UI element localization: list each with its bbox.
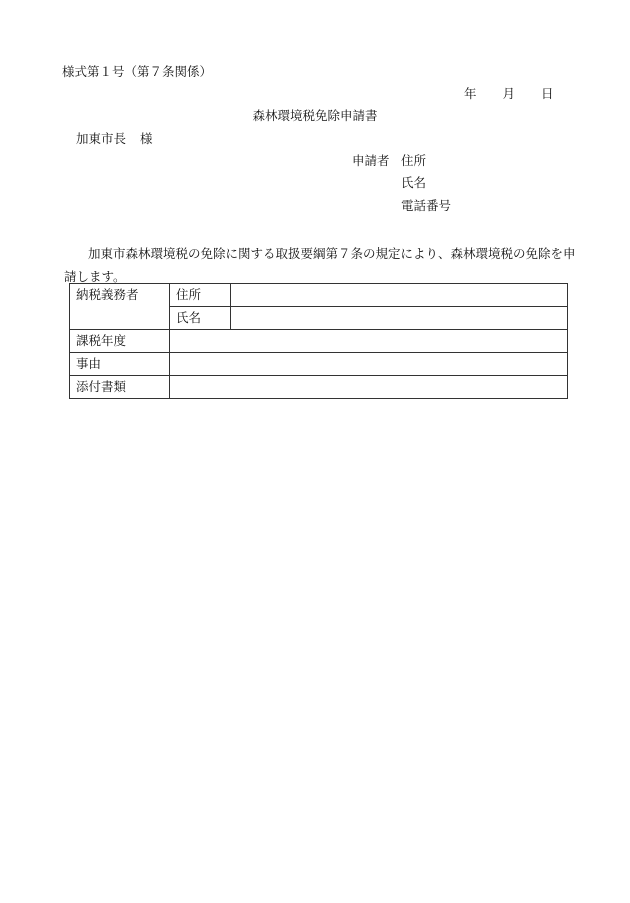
attachments-label: 添付書類 xyxy=(70,376,170,399)
table-row-attachments xyxy=(70,376,568,399)
table-row-tax-year xyxy=(70,330,568,353)
applicant-label: 申請者 xyxy=(352,153,390,168)
addressee-honorific: 様 xyxy=(140,131,153,146)
taxpayer-address-label: 住所 xyxy=(170,284,231,307)
applicant-address-label: 住所 xyxy=(401,153,427,168)
taxpayer-name-field[interactable] xyxy=(231,307,568,330)
applicant-name-label: 氏名 xyxy=(401,175,427,190)
date-line xyxy=(464,88,554,101)
date-year-label: 年 xyxy=(464,86,477,101)
tax-year-label: 課税年度 xyxy=(70,330,170,353)
document-title: 森林環境税免除申請書 xyxy=(252,108,378,123)
date-day-label: 日 xyxy=(541,86,554,101)
reason-field[interactable] xyxy=(170,353,568,376)
date-month-label: 月 xyxy=(502,86,516,101)
table-row-address xyxy=(70,284,568,307)
table-row-reason xyxy=(70,353,568,376)
taxpayer-address-field[interactable] xyxy=(231,284,568,307)
body-text-line2: 請します。 xyxy=(64,269,126,284)
form-number: 様式第１号（第７条関係） xyxy=(62,64,213,79)
taxpayer-label: 納税義務者 xyxy=(70,284,170,330)
addressee-name: 加東市長 xyxy=(76,131,127,146)
applicant-phone-label: 電話番号 xyxy=(401,198,452,213)
attachments-field[interactable] xyxy=(170,376,568,399)
addressee xyxy=(76,133,153,146)
info-table xyxy=(69,283,568,399)
body-text-line1: 加東市森林環境税の免除に関する取扱要綱第７条の規定により、森林環境税の免除を申 xyxy=(88,246,576,261)
tax-year-field[interactable] xyxy=(170,330,568,353)
reason-label: 事由 xyxy=(70,353,170,376)
body-text xyxy=(64,242,576,288)
taxpayer-name-label: 氏名 xyxy=(170,307,231,330)
